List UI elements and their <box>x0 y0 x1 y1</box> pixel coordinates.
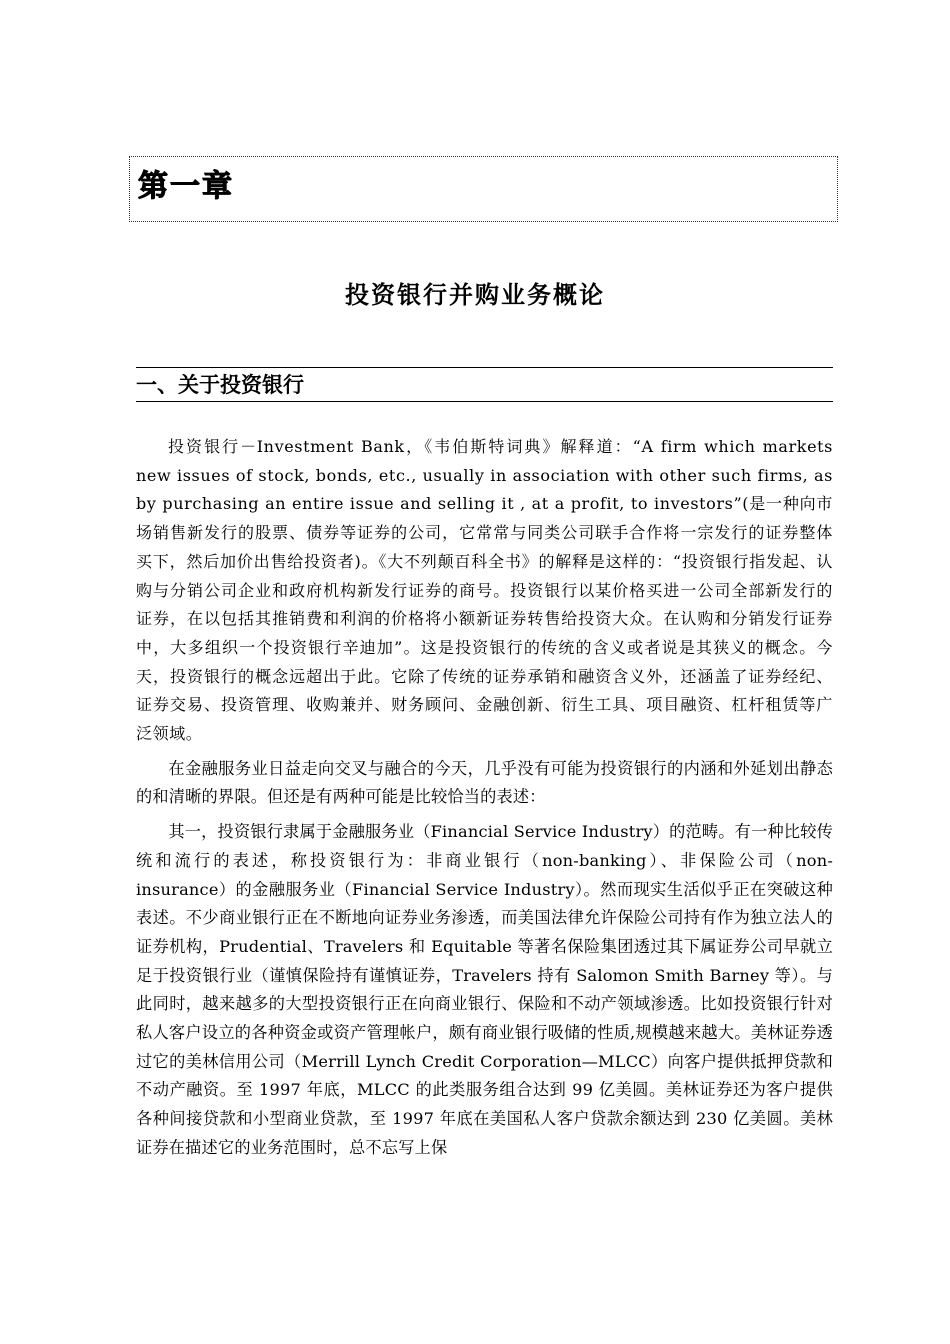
body-text <box>136 433 833 1169</box>
page-title: 投资银行并购业务概论 <box>345 281 605 309</box>
paragraph-definition: 投资银行－Investment Bank，《韦伯斯特词典》解释道：“A firm which markets new issues of stock, bonds, etc., usually in association with other such firms, as by purchasing an entire issue and selling it , at a profit, to investors”(是一种向市场销售新发行的股票、债券等证券的公司，它常常与同类公司联手合作将一宗发行的证券整体买下，然后加价出售给投资者)。《大不列颠百科全书》的解释是这样的：“投资银行指发起、认购与分销公司企业和政府机构新发行证券的商号。投资银行以某价格买进一公司全部新发行的证券，在以包括其推销费和利润的价格将小额新证券转售给投资大众。在认购和分销发行证券中，大多组织一个投资银行辛迪加”。这是投资银行的传统的含义或者说是其狭义的概念。今天，投资银行的概念远超出于此。它除了传统的证券承销和融资含义外，还涵盖了证券经纪、证券交易、投资管理、收购兼并、财务顾问、金融创新、衍生工具、项目融资、杠杆租赁等广泛领域。 <box>136 437 833 744</box>
chapter-header-box <box>129 156 838 222</box>
chapter-label: 第一章 <box>138 169 234 204</box>
section-rule-top <box>136 367 833 368</box>
paragraph-financial-services: 其一，投资银行隶属于金融服务业（Financial Service Industry）的范畴。有一种比较传统和流行的表述，称投资银行为：非商业银行（non-banking）、非保险公司（non-insurance）的金融服务业（Financial Service Industry）。然而现实生活似乎正在突破这种表述。不少商业银行正在不断地向证券业务渗透，而美国法律允许保险公司持有作为独立法人的证券机构，Prudential、Travelers 和 Equitable 等著名保险集团透过其下属证券公司早就立足于投资银行业（谨慎保险持有谨慎证券，Travelers 持有 Salomon Smith Barney 等）。与此同时，越来越多的大型投资银行正在向商业银行、保险和不动产领域渗透。比如投资银行针对私人客户设立的各种资金或资产管理帐户，颇有商业银行吸储的性质,规模越来越大。美林证券透过它的美林信用公司（Merrill Lynch Credit Corporation—MLCC）向客户提供抵押贷款和不动产融资。至 1997 年底，MLCC 的此类服务组合达到 99 亿美圆。美林证券还为客户提供各种间接贷款和小型商业贷款，至 1997 年底在美国私人客户贷款余额达到 230 亿美圆。美林证券在描述它的业务范围时，总不忘写上保 <box>136 822 834 1157</box>
section-rule-bottom <box>136 401 833 402</box>
paragraph-boundaries: 在金融服务业日益走向交叉与融合的今天，几乎没有可能为投资银行的内涵和外延划出静态的和清晰的界限。但还是有两种可能是比较恰当的表述： <box>136 758 833 807</box>
section-heading: 一、关于投资银行 <box>136 373 304 397</box>
